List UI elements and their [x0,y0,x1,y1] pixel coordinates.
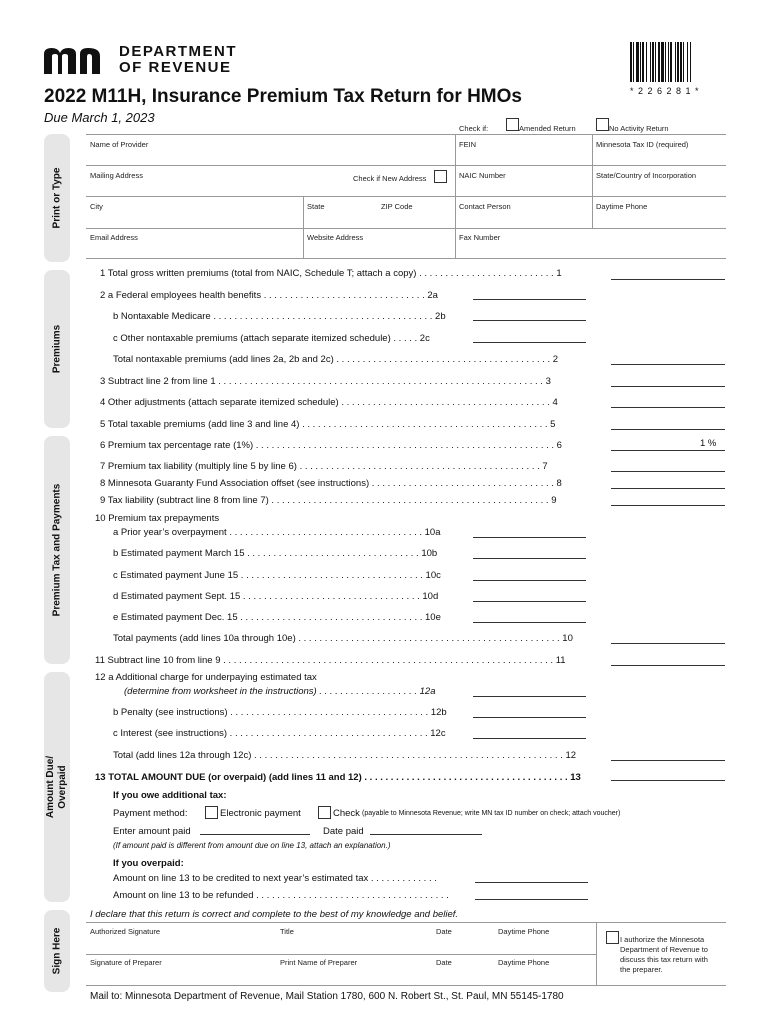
barcode-bar [652,42,654,82]
mn-logo-icon [44,46,114,76]
dept-line2: OF REVENUE [119,59,232,76]
electronic-payment-label: Electronic payment [220,808,301,819]
line-10c-label: c Estimated payment June 15 . . . . . . . . . . . . . . . . . . . . . . . . . . . . . . . . . . . 10c [113,570,441,581]
barcode-bar [646,42,647,82]
amended-return-label: Amended Return [519,124,576,133]
side-sign-here-label: Sign Here [51,927,63,975]
naic-number-field[interactable]: NAIC Number [459,171,506,180]
side-amount-due [44,672,70,902]
declaration: I declare that this return is correct and complete to the best of my knowledge and belief. [90,909,459,920]
line-11-label: 11 Subtract line 10 from line 9 . . . . . . . . . . . . . . . . . . . . . . . . . . . . . . . . . . . . . . . . . . . . . . . . . . . . . . . . . . . . . . . 11 [95,655,566,666]
line-2b-label: b Nontaxable Medicare . . . . . . . . . . . . . . . . . . . . . . . . . . . . . . . . . . . . . . . . . . 2b [113,311,446,322]
side-sign-here [44,910,70,992]
dept-name [119,44,237,76]
check-if-label: Check if: [459,124,489,133]
print-name-preparer-field[interactable]: Print Name of Preparer [280,958,358,967]
state-country-field[interactable]: State/Country of Incorporation [596,171,697,180]
line-2c-label: c Other nontaxable premiums (attach separate itemized schedule) . . . . . 2c [113,333,430,344]
line-7-label: 7 Premium tax liability (multiply line 5 by line 6) . . . . . . . . . . . . . . . . . . . . . . . . . . . . . . . . . . . . . . . . . . . . . . 7 [100,461,548,472]
authorize-checkbox[interactable] [606,931,619,944]
credited-input[interactable] [475,882,588,883]
line-2b-input[interactable] [473,320,586,321]
authorize-line3: discuss this tax return with [620,955,708,964]
line-10e-label: e Estimated payment Dec. 15 . . . . . . . . . . . . . . . . . . . . . . . . . . . . . . . . . . . 10e [113,612,441,623]
authorize-line2: Department of Revenue to [620,945,708,954]
line-10-label: Total payments (add lines 10a through 10e) . . . . . . . . . . . . . . . . . . . . . . . . . . . . . . . . . . . . . . . . . . . . . . . . . . 10 [113,633,573,644]
line-10d-input[interactable] [473,601,586,602]
line-5-input[interactable] [611,429,725,430]
line-13-label: 13 TOTAL AMOUNT DUE (or overpaid) (add lines 11 and 12) . . . . . . . . . . . . . . . . . . . . . . . . . . . . . . . . . . . . . . . 13 [95,772,581,783]
authorize-text [620,935,708,975]
line-10e-input[interactable] [473,622,586,623]
barcode-bar [658,42,660,82]
refunded-label: Amount on line 13 to be refunded . . . . . . . . . . . . . . . . . . . . . . . . . . . . . . . . . . . . . [113,890,449,901]
line-6-value: 1 % [700,438,717,449]
credited-label: Amount on line 13 to be credited to next year’s estimated tax . . . . . . . . . . . . . [113,873,437,884]
line-2a-label: 2 a Federal employees health benefits . . . . . . . . . . . . . . . . . . . . . . . . . . . . . . . 2a [100,290,438,301]
preparer-phone-field[interactable]: Daytime Phone [498,958,550,967]
barcode-bar [683,42,684,82]
line-10b-label: b Estimated payment March 15 . . . . . . . . . . . . . . . . . . . . . . . . . . . . . . . . . 10b [113,548,438,559]
refunded-input[interactable] [475,899,588,900]
no-activity-label: No Activity Return [609,124,669,133]
line-2-input[interactable] [611,364,725,365]
no-activity-checkbox[interactable] [596,118,609,131]
line-1-label: 1 Total gross written premiums (total from NAIC, Schedule T; attach a copy) . . . . . . . . . . . . . . . . . . . . . . . . . . 1 [100,268,562,279]
daytime-phone-sign-field[interactable]: Daytime Phone [498,927,550,936]
form-title: 2022 M11H, Insurance Premium Tax Return for HMOs [44,86,522,107]
grid-vline [592,134,593,228]
side-premium-tax-label: Premium Tax and Payments [51,483,63,617]
side-premium-tax [44,436,70,664]
line-12a-input[interactable] [473,696,586,697]
name-of-provider-field[interactable]: Name of Provider [90,140,149,149]
line-2-label: Total nontaxable premiums (add lines 2a, 2b and 2c) . . . . . . . . . . . . . . . . . . . . . . . . . . . . . . . . . . . . . . . . . 2 [113,354,559,365]
authorized-signature-field[interactable]: Authorized Signature [90,927,161,936]
barcode-bar [655,42,656,82]
line-12-input[interactable] [611,760,725,761]
daytime-phone-field[interactable]: Daytime Phone [596,202,648,211]
signature-preparer-field[interactable]: Signature of Preparer [90,958,162,967]
amount-due-line2: Overpaid [57,765,68,809]
line-12b-input[interactable] [473,717,586,718]
line-10c-input[interactable] [473,580,586,581]
grid-line [86,165,726,166]
line-2a-input[interactable] [473,299,586,300]
new-address-checkbox[interactable] [434,170,447,183]
title-field[interactable]: Title [280,927,294,936]
barcode-bar [690,42,691,82]
line-12a-text: (determine from worksheet in the instructions) . . . . . . . . . . . . . . . . . . . 12a [124,686,436,697]
mn-logo [44,46,114,81]
grid-line [86,196,726,197]
check-note: (payable to Minnesota Revenue; write MN tax ID number on check; attach voucher) [362,810,621,817]
fein-field[interactable]: FEIN [459,140,477,149]
line-8-label: 8 Minnesota Guaranty Fund Association offset (see instructions) . . . . . . . . . . . . . . . . . . . . . . . . . . . . . . . . . . . 8 [100,478,562,489]
date-field[interactable]: Date [436,927,452,936]
date-paid-input[interactable] [370,834,482,835]
barcode-icon [630,42,725,82]
sign-vline [596,922,597,985]
email-address-field[interactable]: Email Address [90,233,138,242]
barcode-number: * 2 2 6 2 8 1 * [630,86,700,96]
enter-amount-label: Enter amount paid [113,826,191,837]
line-10a-label: a Prior year’s overpayment . . . . . . . . . . . . . . . . . . . . . . . . . . . . . . . . . . . . . 10a [113,527,441,538]
line-11-input[interactable] [611,665,725,666]
barcode-bar [640,42,641,82]
line-10a-input[interactable] [473,537,586,538]
electronic-payment-checkbox[interactable] [205,806,218,819]
check-new-address-label: Check if New Address [353,174,427,183]
barcode-bar [661,42,664,82]
line-12-label: Total (add lines 12a through 12c) . . . . . . . . . . . . . . . . . . . . . . . . . . . . . . . . . . . . . . . . . . . . . . . . . . . . . . . . . . . 12 [113,750,577,761]
line-8-input[interactable] [611,488,725,489]
line-5-label: 5 Total taxable premiums (add line 3 and line 4) . . . . . . . . . . . . . . . . . . . . . . . . . . . . . . . . . . . . . . . . . . . . . . . 5 [100,419,556,430]
barcode-bar [670,42,672,82]
side-amount-due-label [45,756,69,818]
grid-vline [455,134,456,258]
barcode-bar [677,42,679,82]
line-7-input[interactable] [611,471,725,472]
grid-vline [303,196,304,258]
barcode-bar [680,42,682,82]
barcode-bar [665,42,666,82]
authorize-line4: the preparer. [620,965,663,974]
barcode-bar [636,42,639,82]
dept-line1: DEPARTMENT [119,43,238,60]
sign-line [86,922,726,923]
barcode-bar [668,42,669,82]
barcode-bar [675,42,676,82]
line-12a-label-1: 12 a Additional charge for underpaying estimated tax [95,672,317,683]
barcode [630,42,725,82]
line-9-input[interactable] [611,505,725,506]
line-1-input[interactable] [611,279,725,280]
mail-to: Mail to: Minnesota Department of Revenue, Mail Station 1780, 600 N. Robert St., St. Paul, MN 55145-1780 [90,991,564,1002]
line-2c-input[interactable] [473,342,586,343]
sign-line [86,985,726,986]
side-premiums-label: Premiums [51,324,63,374]
date-paid-label: Date paid [323,826,364,837]
line-9-label: 9 Tax liability (subtract line 8 from line 7) . . . . . . . . . . . . . . . . . . . . . . . . . . . . . . . . . . . . . . . . . . . . . . . . . . . . . 9 [100,495,557,506]
city-field[interactable]: City [90,202,103,211]
line-3-label: 3 Subtract line 2 from line 1 . . . . . . . . . . . . . . . . . . . . . . . . . . . . . . . . . . . . . . . . . . . . . . . . . . . . . . . . . . . . . . 3 [100,376,551,387]
line-4-label: 4 Other adjustments (attach separate itemized schedule) . . . . . . . . . . . . . . . . . . . . . . . . . . . . . . . . . . . . . . . . 4 [100,397,558,408]
line-12c-input[interactable] [473,738,586,739]
line-10-input[interactable] [611,643,725,644]
amended-return-checkbox[interactable] [506,118,519,131]
side-premiums [44,270,70,428]
line-10d-label: d Estimated payment Sept. 15 . . . . . . . . . . . . . . . . . . . . . . . . . . . . . . . . . . 10d [113,591,439,602]
zip-code-field[interactable]: ZIP Code [381,202,413,211]
grid-line [86,258,726,259]
due-date: Due March 1, 2023 [44,110,155,125]
side-print-or-type-label: Print or Type [51,167,63,229]
line-10b-input[interactable] [473,558,586,559]
line-12b-label: b Penalty (see instructions) . . . . . . . . . . . . . . . . . . . . . . . . . . . . . . . . . . . . . . 12b [113,707,447,718]
line-13-input[interactable] [611,780,725,781]
sign-line [86,954,596,955]
line-10-heading: 10 Premium tax prepayments [95,513,220,524]
barcode-bar [630,42,632,82]
difference-note: (If amount paid is different from amount due on line 13, attach an explanation.) [113,841,391,850]
authorize-line1: I authorize the Minnesota [620,935,705,944]
line-12a-label-2 [124,686,436,697]
amount-paid-input[interactable] [200,834,310,835]
website-address-field[interactable]: Website Address [307,233,364,242]
owe-heading: If you owe additional tax: [113,790,227,801]
overpaid-heading: If you overpaid: [113,858,184,869]
line-12c-label: c Interest (see instructions) . . . . . . . . . . . . . . . . . . . . . . . . . . . . . . . . . . . . . . 12c [113,728,446,739]
mailing-address-field[interactable]: Mailing Address [90,171,143,180]
barcode-bar [633,42,634,82]
barcode-bar [687,42,688,82]
check-payment-label: Check [333,808,360,819]
state-field[interactable]: State [307,202,325,211]
check-payment-checkbox[interactable] [318,806,331,819]
payment-method-label: Payment method: [113,808,188,819]
barcode-bar [642,42,644,82]
side-print-or-type [44,134,70,262]
contact-person-field[interactable]: Contact Person [459,202,511,211]
mn-tax-id-field[interactable] [596,140,688,149]
grid-line [86,228,726,229]
preparer-date-field[interactable]: Date [436,958,452,967]
amount-due-line1: Amount Due/ [45,755,56,819]
grid-line [86,134,726,135]
barcode-bar [650,42,651,82]
line-6-input [611,450,725,451]
line-4-input[interactable] [611,407,725,408]
line-3-input[interactable] [611,386,725,387]
mn-tax-id-label: Minnesota Tax ID (required) [596,140,689,149]
fax-number-field[interactable]: Fax Number [459,233,501,242]
line-6-label: 6 Premium tax percentage rate (1%) . . . . . . . . . . . . . . . . . . . . . . . . . . . . . . . . . . . . . . . . . . . . . . . . . . . . . . . . . 6 [100,440,562,451]
